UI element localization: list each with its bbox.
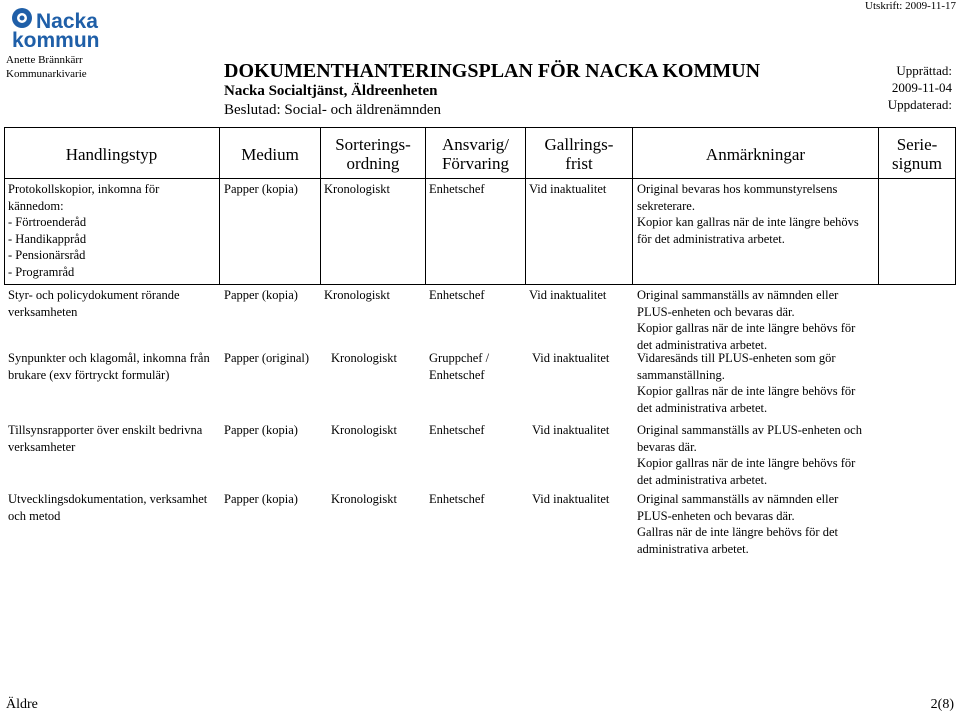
table-row-gallringsfrist: Vid inaktualitet [529, 288, 607, 302]
cell-line: Styr- och policydokument rörande [8, 288, 180, 302]
cell-line: Kopior kan gallras när de inte längre behövs [637, 215, 859, 229]
cell-line: det administrativa arbetet. [637, 400, 768, 415]
cell-line: - Programråd [8, 264, 75, 279]
author-name: Anette Brännkärr [6, 54, 83, 66]
cell-line: - Förtroenderåd [8, 215, 87, 229]
cell-line: Gallras när de inte längre behövs för det [637, 525, 838, 539]
table-row-handlingstyp [8, 422, 220, 455]
table-right-border [955, 127, 956, 285]
table-row-gallringsfrist: Vid inaktualitet [532, 423, 610, 437]
column-header-gallringsfrist [526, 128, 632, 180]
nacka-kommun-logo-mark [8, 6, 108, 50]
created-value: 2009-11-04 [891, 80, 952, 95]
table-row-medium: Papper (kopia) [224, 492, 298, 506]
table-row-medium: Papper (kopia) [224, 288, 298, 302]
table-row-sortering: Kronologiskt [331, 492, 397, 506]
cell-line: Synpunkter och klagomål, inkomna från [8, 351, 210, 365]
table-row-ansvarig: Enhetschef [429, 423, 485, 437]
table-row-sortering: Kronologiskt [324, 288, 390, 302]
cell-line: kännedom: [8, 198, 64, 213]
cell-line: Original sammanställs av PLUS-enheten och [637, 423, 862, 437]
cell-line: Enhetschef [429, 367, 485, 382]
logo-text-line1: Nacka [36, 10, 98, 33]
table-row-anmarkning [637, 287, 877, 353]
cell-line: Kopior gallras när de inte längre behövs för [637, 384, 856, 398]
table-row-medium: Papper (original) [224, 351, 310, 365]
table-row-sortering: Kronologiskt [331, 423, 397, 437]
table-row-gallringsfrist: Vid inaktualitet [529, 182, 607, 196]
nacka-kommun-logo [8, 6, 108, 50]
document-title-block [224, 60, 760, 120]
cell-line: PLUS-enheten och bevaras där. [637, 508, 795, 523]
column-header-label: Medium [241, 144, 299, 164]
cell-line: Gruppchef / [429, 351, 490, 365]
table-row-gallringsfrist: Vid inaktualitet [532, 492, 610, 506]
column-header-label: Serie- [896, 135, 938, 154]
table-row-medium: Papper (kopia) [224, 182, 298, 196]
cell-line: Original sammanställs av nämnden eller [637, 492, 839, 506]
created-label: Upprättad: [896, 63, 952, 78]
table-row-anmarkning [637, 181, 877, 247]
cell-line: brukare (exv förtryckt formulär) [8, 367, 170, 382]
cell-line: Kopior gallras när de inte längre behövs för [637, 456, 856, 470]
table-row-ansvarig [429, 350, 489, 383]
author-block [6, 53, 87, 81]
column-header-label: Förvaring [441, 154, 510, 173]
column-header-ansvarig [426, 128, 525, 180]
page-number: 2(8) [930, 697, 954, 712]
table-row-anmarkning [637, 491, 877, 557]
table-row-medium: Papper (kopia) [224, 423, 298, 437]
cell-line: för det administrativa arbetet. [637, 231, 785, 246]
column-header-handlingstyp [4, 128, 219, 180]
cell-line: och metod [8, 508, 61, 523]
table-row-ansvarig: Enhetschef [429, 492, 485, 506]
cell-line: det administrativa arbetet. [637, 472, 768, 487]
document-meta [888, 62, 952, 113]
cell-line: sammanställning. [637, 367, 725, 382]
table-row-gallringsfrist: Vid inaktualitet [532, 351, 610, 365]
cell-line: Original sammanställs av nämnden eller [637, 288, 839, 302]
cell-line: Original bevaras hos kommunstyrelsens [637, 182, 838, 196]
column-header-label: Handlingstyp [65, 144, 158, 164]
table-row-handlingstyp [8, 287, 218, 320]
document-decided: Beslutad: Social- och äldrenämnden [224, 102, 442, 118]
cell-line: - Handikappråd [8, 231, 87, 246]
table-row-handlingstyp [8, 350, 220, 383]
column-header-label: signum [891, 154, 943, 173]
cell-line: PLUS-enheten och bevaras där. [637, 304, 795, 319]
cell-line: bevaras där. [637, 439, 697, 454]
footer-section: Äldre [6, 697, 38, 712]
cell-line: administrativa arbetet. [637, 541, 749, 556]
cell-line: verksamheter [8, 439, 76, 454]
document-subtitle: Nacka Socialtjänst, Äldreenheten [224, 83, 438, 99]
cell-line: Kopior gallras när de inte längre behövs för [637, 321, 856, 335]
logo-text-line2: kommun [12, 29, 100, 50]
column-header-label: Ansvarig/ [441, 135, 510, 154]
cell-line: Vidaresänds till PLUS-enheten som gör [637, 351, 836, 365]
table-row-ansvarig: Enhetschef [429, 288, 485, 302]
table-row-ansvarig: Enhetschef [429, 182, 485, 196]
row-divider [4, 284, 956, 285]
column-header-label: ordning [346, 154, 400, 173]
table-row-handlingstyp [8, 181, 218, 280]
column-header-seriesignum [879, 128, 955, 180]
cell-line: sekreterare. [637, 198, 695, 213]
table-row-sortering: Kronologiskt [331, 351, 397, 365]
table-row-handlingstyp [8, 491, 220, 524]
table-row-sortering: Kronologiskt [324, 182, 390, 196]
document-title: DOKUMENTHANTERINGSPLAN FÖR NACKA KOMMUN [224, 60, 761, 82]
column-header-sortering [321, 128, 425, 180]
column-header-label: Anmärkningar [705, 144, 806, 164]
print-date: Utskrift: 2009-11-17 [865, 0, 956, 12]
column-header-label: frist [565, 154, 593, 173]
table-row-anmarkning [637, 422, 877, 488]
cell-line: verksamheten [8, 304, 78, 319]
column-header-anmarkningar [633, 128, 878, 180]
author-role: Kommunarkivarie [6, 68, 87, 80]
table-row-anmarkning [637, 350, 877, 416]
cell-line: - Pensionärsråd [8, 248, 86, 262]
cell-line: Utvecklingsdokumentation, verksamhet [8, 492, 208, 506]
column-header-label: Gallrings- [544, 135, 614, 154]
column-header-label: Sorterings- [335, 135, 411, 154]
cell-line: det administrativa arbetet. [637, 337, 768, 352]
updated-label: Uppdaterad: [887, 97, 952, 112]
column-header-medium [220, 128, 320, 180]
cell-line: Protokollskopior, inkomna för [8, 182, 160, 196]
cell-line: Tillsynsrapporter över enskilt bedrivna [8, 423, 203, 437]
